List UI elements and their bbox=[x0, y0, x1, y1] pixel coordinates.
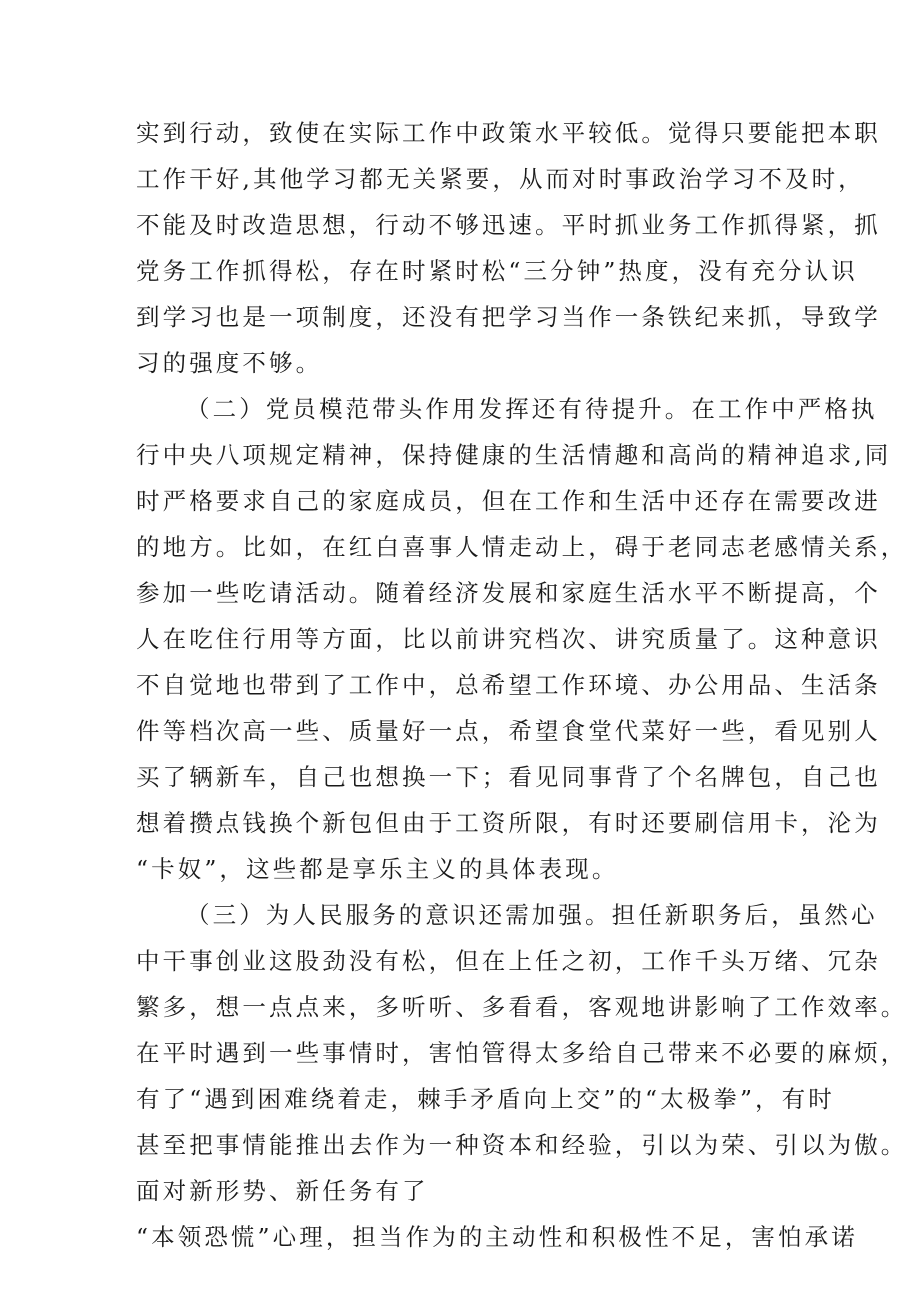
text-line: 面对新形势、新任务有了 bbox=[136, 1177, 429, 1205]
text-line: 中干事创业这股劲没有松，但在上任之初，工作千头万绪、冗杂 bbox=[136, 947, 881, 975]
text-line: 甚至把事情能推出去作为一种资本和经验，引以为荣、引以为傲。 bbox=[136, 1131, 908, 1159]
text-line: 实到行动，致使在实际工作中政策水平较低。觉得只要能把本职 bbox=[136, 119, 881, 147]
text-line: 工作干好,其他学习都无关紧要，从而对时事政治学习不及时， bbox=[136, 165, 865, 193]
text-line: 的地方。比如，在红白喜事人情走动上，碍于老同志老感情关系， bbox=[136, 533, 908, 561]
section-heading-line: （三）为人民服务的意识还需加强。担任新职务后，虽然心 bbox=[186, 901, 878, 929]
text-line: 到学习也是一项制度，还没有把学习当作一条铁纪来抓，导致学 bbox=[136, 303, 881, 331]
text-line: 有了“遇到困难绕着走，棘手矛盾向上交”的“太极拳”，有时 bbox=[136, 1085, 835, 1113]
text-line: 不自觉地也带到了工作中，总希望工作环境、办公用品、生活条 bbox=[136, 671, 881, 699]
text-line: 买了辆新车，自己也想换一下；看见同事背了个名牌包，自己也 bbox=[136, 763, 881, 791]
text-line: 党务工作抓得松，存在时紧时松“三分钟”热度，没有充分认识 bbox=[136, 257, 858, 285]
text-line: 人在吃住行用等方面，比以前讲究档次、讲究质量了。这种意识 bbox=[136, 625, 881, 653]
section-heading-line: （二）党员模范带头作用发挥还有待提升。在工作中严格执 bbox=[186, 395, 878, 423]
text-line: “卡奴”，这些都是享乐主义的具体表现。 bbox=[136, 855, 619, 883]
text-line: 繁多，想一点点来，多听听、多看看，客观地讲影响了工作效率。 bbox=[136, 993, 908, 1021]
text-line: 时严格要求自己的家庭成员，但在工作和生活中还存在需要改进 bbox=[136, 487, 881, 515]
text-line: 行中央八项规定精神，保持健康的生活情趣和高尚的精神追求,同 bbox=[136, 441, 892, 469]
text-line: 习的强度不够。 bbox=[136, 349, 323, 377]
text-line: 在平时遇到一些事情时，害怕管得太多给自己带来不必要的麻烦， bbox=[136, 1039, 908, 1067]
text-line: 不能及时改造思想，行动不够迅速。平时抓业务工作抓得紧，抓 bbox=[136, 211, 881, 239]
text-line: 参加一些吃请活动。随着经济发展和家庭生活水平不断提高，个 bbox=[136, 579, 881, 607]
text-line: 件等档次高一些、质量好一点，希望食堂代菜好一些，看见别人 bbox=[136, 717, 881, 745]
text-line: 想着攒点钱换个新包但由于工资所限，有时还要刷信用卡，沦为 bbox=[136, 809, 881, 837]
text-line: “本领恐慌”心理，担当作为的主动性和积极性不足，害怕承诺 bbox=[136, 1223, 858, 1251]
